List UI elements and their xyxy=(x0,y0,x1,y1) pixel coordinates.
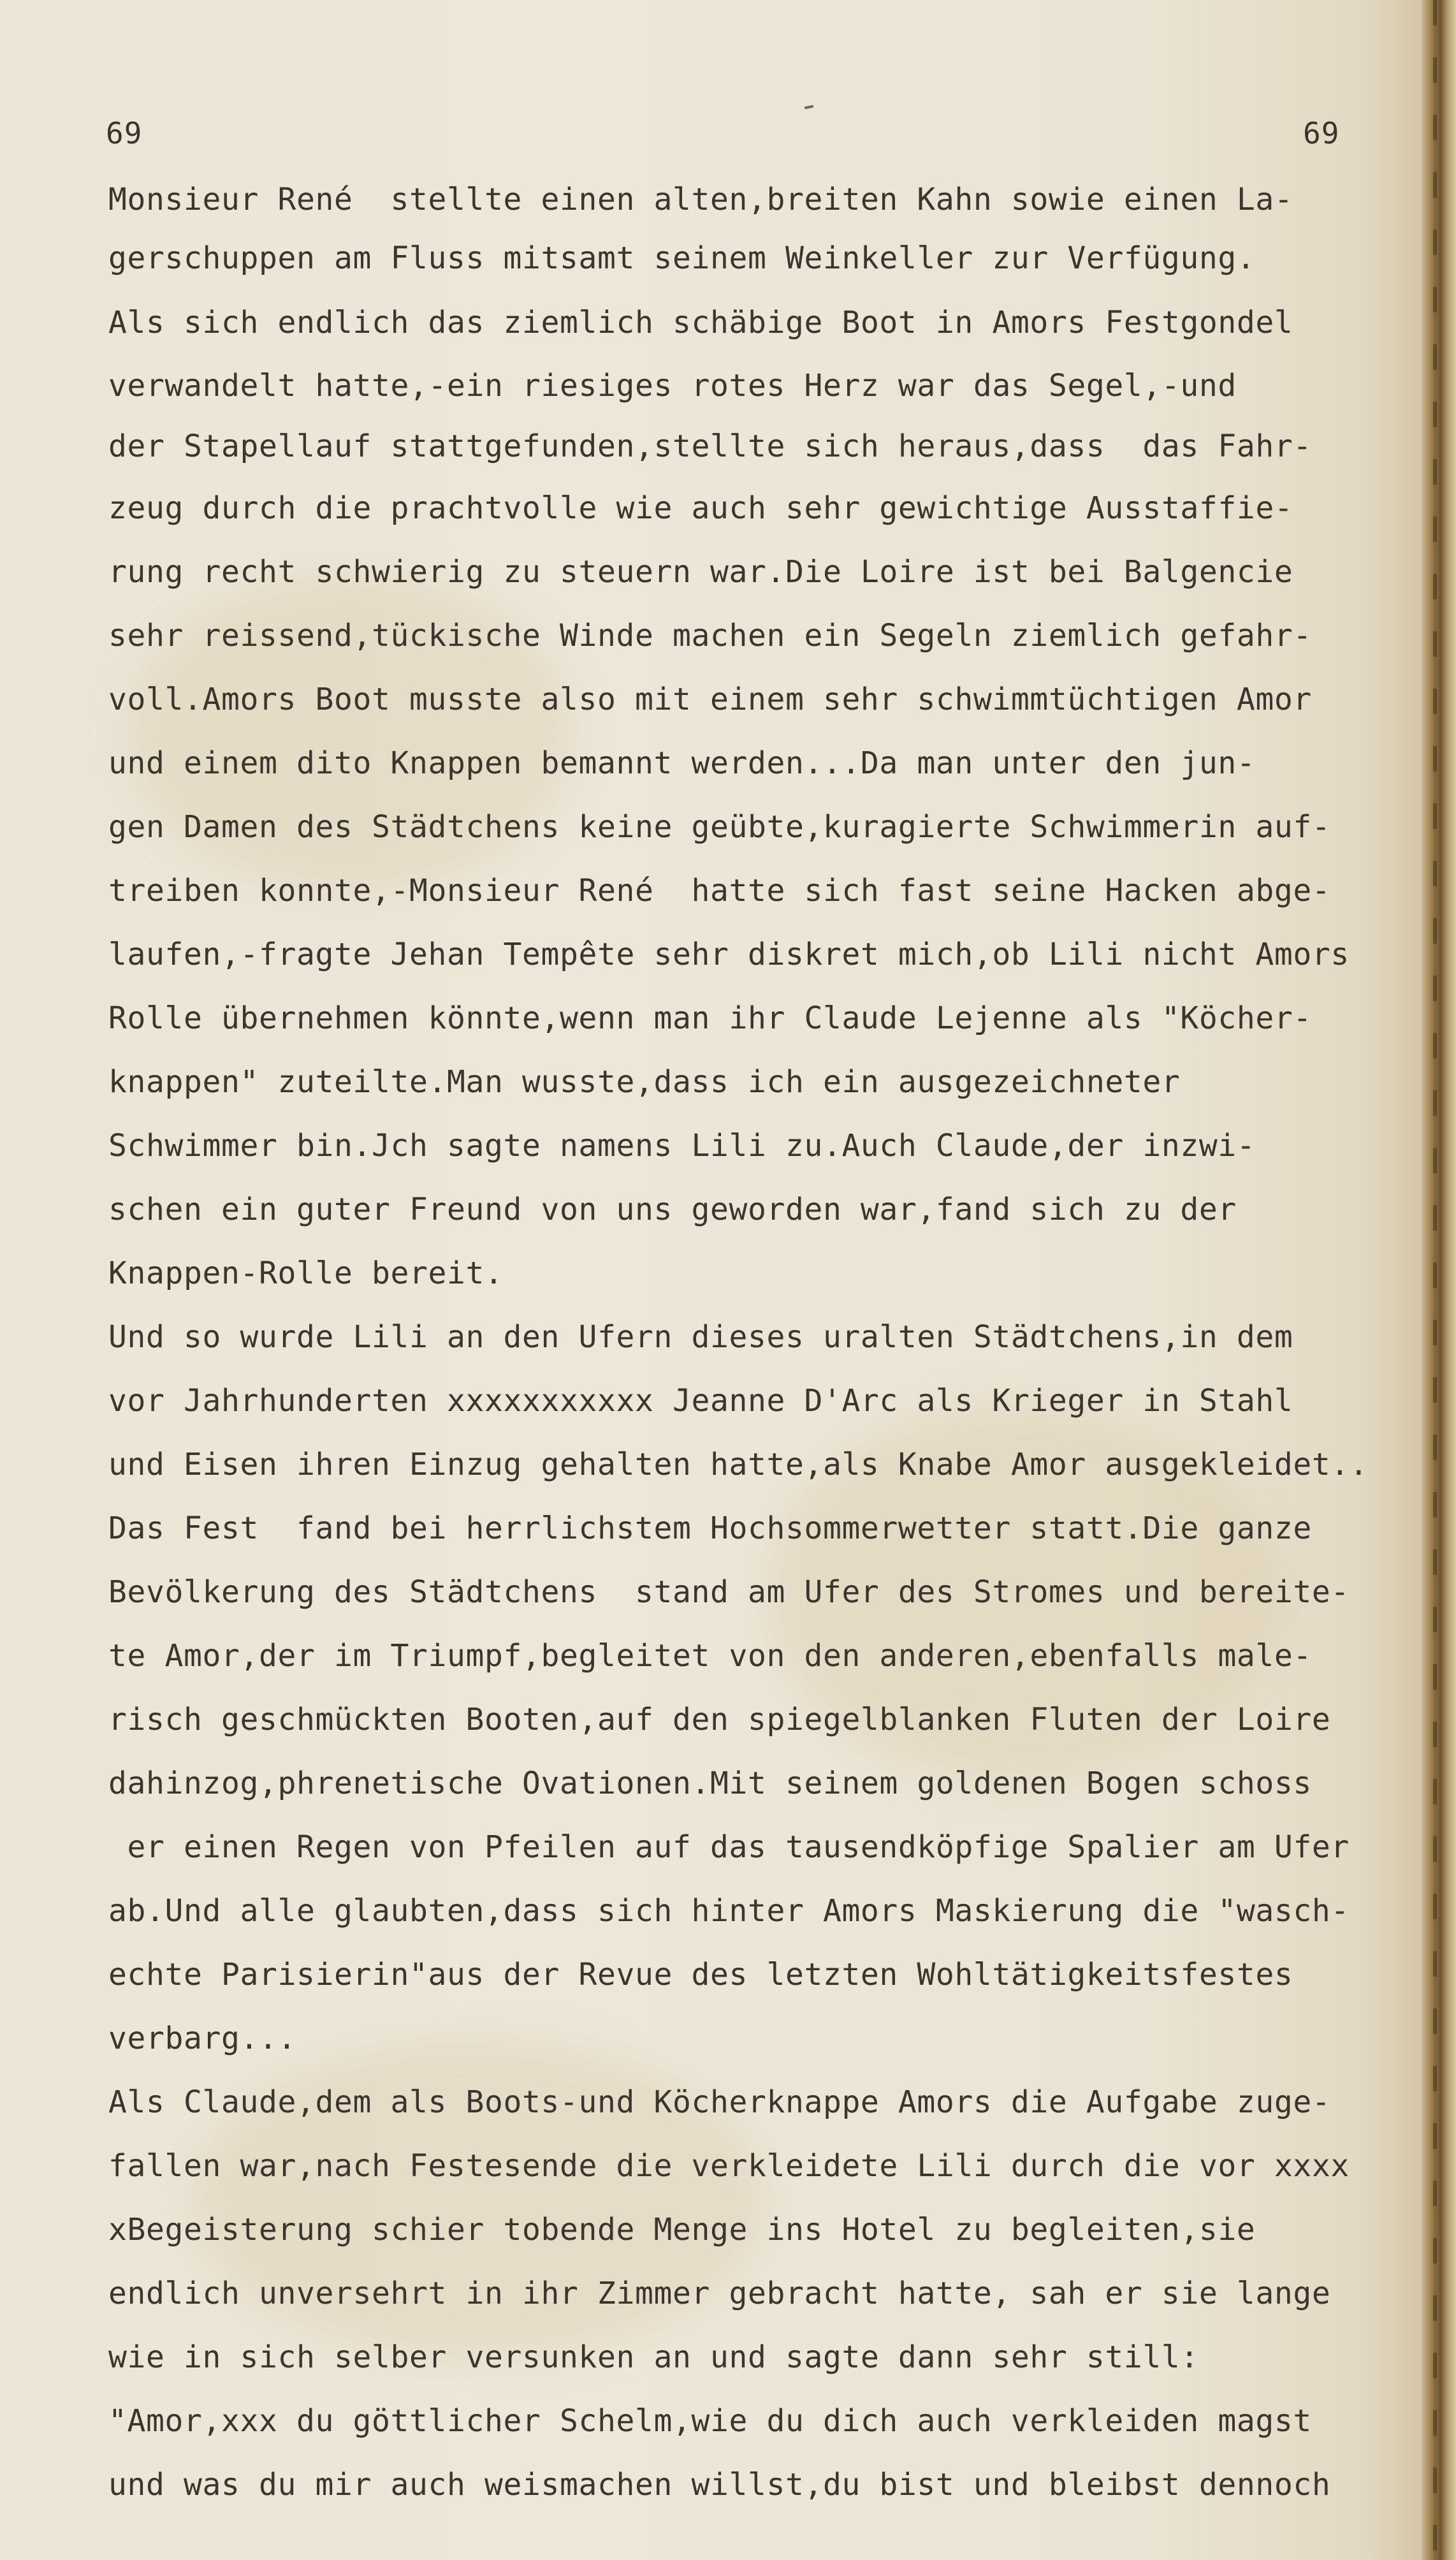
page-number-left: 69 xyxy=(106,116,143,150)
page-number-right: 69 xyxy=(1303,116,1340,150)
text-line: er einen Regen von Pfeilen auf das tausendköpfige Spalier am Ufer xyxy=(108,1829,1350,1865)
text-line: Bevölkerung des Städtchens stand am Ufer des Stromes und bereite- xyxy=(108,1574,1350,1610)
text-line: und Eisen ihren Einzug gehalten hatte,als Knabe Amor ausgekleidet.. xyxy=(108,1447,1369,1482)
text-line: "Amor,xxx du göttlicher Schelm,wie du dich auch verkleiden magst xyxy=(108,2403,1312,2439)
text-line: echte Parisierin"aus der Revue des letzten Wohltätigkeitsfestes xyxy=(108,1957,1293,1993)
text-line: knappen" zuteilte.Man wusste,dass ich ein ausgezeichneter xyxy=(108,1064,1181,1100)
text-line: gerschuppen am Fluss mitsamt seinem Weinkeller zur Verfügung. xyxy=(108,240,1256,276)
text-line: endlich unversehrt in ihr Zimmer gebracht hatte, sah er sie lange xyxy=(108,2276,1331,2311)
text-line: te Amor,der im Triumpf,begleitet von den anderen,ebenfalls male- xyxy=(108,1638,1312,1674)
ink-mark xyxy=(804,105,814,110)
text-line: rung recht schwierig zu steuern war.Die Loire ist bei Balgencie xyxy=(108,554,1293,590)
text-line: Schwimmer bin.Jch sagte namens Lili zu.Auch Claude,der inzwi- xyxy=(108,1128,1256,1164)
text-line: gen Damen des Städtchens keine geübte,kuragierte Schwimmerin auf- xyxy=(108,809,1331,845)
text-line: dahinzog,phrenetische Ovationen.Mit seinem goldenen Bogen schoss xyxy=(108,1766,1312,1801)
text-line: Knappen-Rolle bereit. xyxy=(108,1255,504,1291)
text-line: fallen war,nach Festesende die verkleidete Lili durch die vor xxxx xyxy=(108,2148,1350,2184)
text-line: Und so wurde Lili an den Ufern dieses uralten Städtchens,in dem xyxy=(108,1319,1293,1355)
text-line: treiben konnte,-Monsieur René hatte sich fast seine Hacken abge- xyxy=(108,873,1331,909)
text-line: Als Claude,dem als Boots-und Köcherknappe Amors die Aufgabe zuge- xyxy=(108,2084,1331,2120)
text-line: und was du mir auch weismachen willst,du bist und bleibst dennoch xyxy=(108,2467,1331,2503)
text-line: risch geschmückten Booten,auf den spiegelblanken Fluten der Loire xyxy=(108,1702,1331,1737)
text-line: Rolle übernehmen könnte,wenn man ihr Claude Lejenne als "Köcher- xyxy=(108,1000,1312,1036)
text-line: verbarg... xyxy=(108,2021,296,2056)
text-line: Monsieur René stellte einen alten,breiten Kahn sowie einen La- xyxy=(108,182,1293,217)
text-line: sehr reissend,tückische Winde machen ein Segeln ziemlich gefahr- xyxy=(108,618,1312,654)
text-line: der Stapellauf stattgefunden,stellte sich heraus,dass das Fahr- xyxy=(108,428,1312,464)
text-line: zeug durch die prachtvolle wie auch sehr gewichtige Ausstaffie- xyxy=(108,490,1293,526)
text-line: vor Jahrhunderten xxxxxxxxxxx Jeanne D'Arc als Krieger in Stahl xyxy=(108,1383,1293,1419)
text-line: xBegeisterung schier tobende Menge ins Hotel zu begleiten,sie xyxy=(108,2212,1256,2248)
text-line: voll.Amors Boot musste also mit einem sehr schwimmtüchtigen Amor xyxy=(108,682,1312,717)
text-line: ab.Und alle glaubten,dass sich hinter Amors Maskierung die "wasch- xyxy=(108,1893,1350,1929)
text-line: und einem dito Knappen bemannt werden...Da man unter den jun- xyxy=(108,745,1256,781)
text-line: Das Fest fand bei herrlichstem Hochsommerwetter statt.Die ganze xyxy=(108,1510,1312,1546)
text-line: verwandelt hatte,-ein riesiges rotes Herz war das Segel,-und xyxy=(108,368,1237,404)
text-line: Als sich endlich das ziemlich schäbige Boot in Amors Festgondel xyxy=(108,305,1293,340)
book-binding-edge xyxy=(1422,0,1456,2560)
text-line: schen ein guter Freund von uns geworden war,fand sich zu der xyxy=(108,1192,1237,1227)
text-line: wie in sich selber versunken an und sagte dann sehr still: xyxy=(108,2339,1199,2375)
text-line: laufen,-fragte Jehan Tempête sehr diskret mich,ob Lili nicht Amors xyxy=(108,937,1350,972)
